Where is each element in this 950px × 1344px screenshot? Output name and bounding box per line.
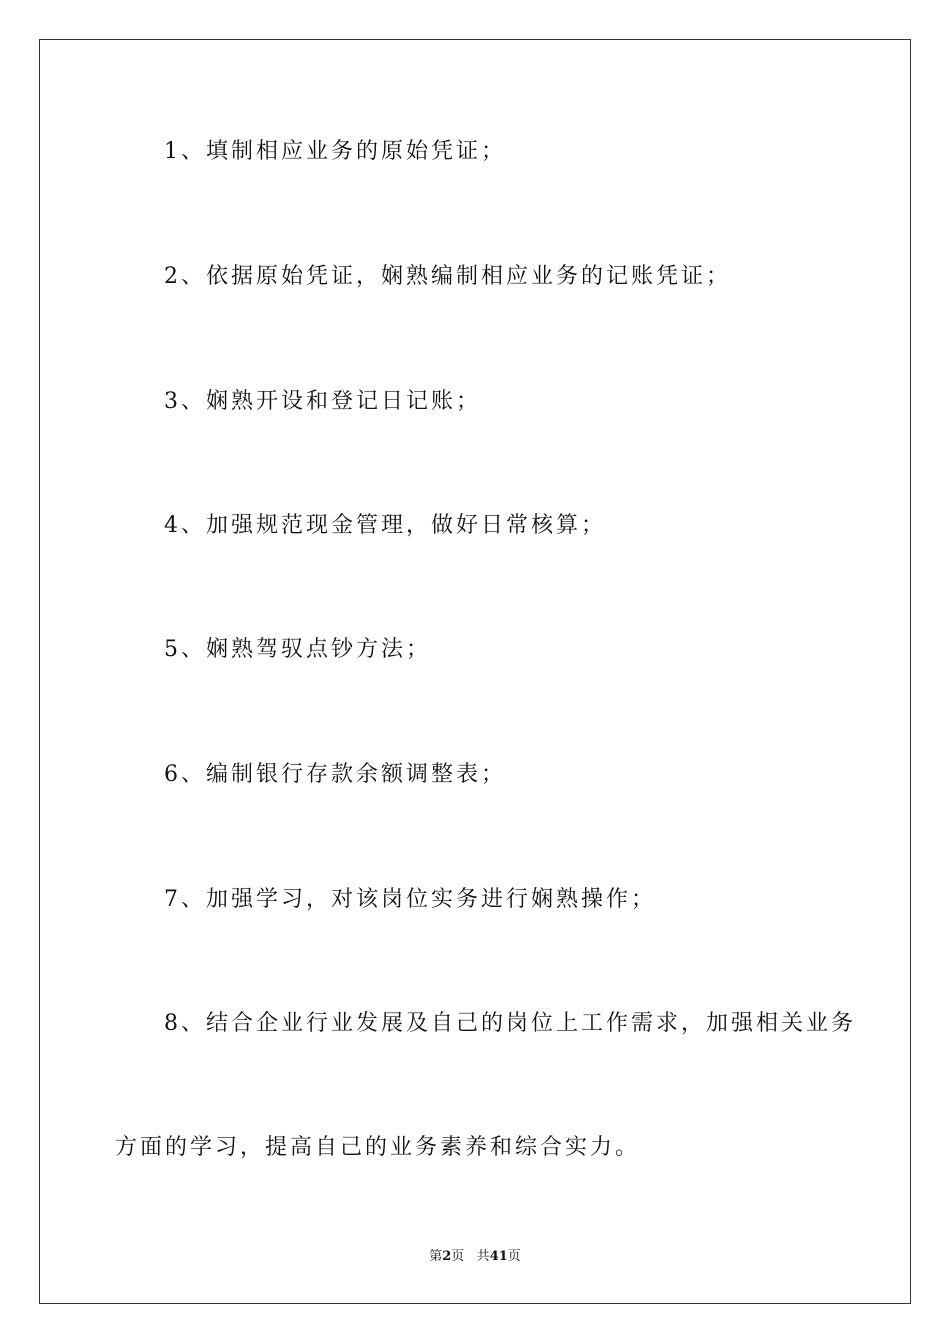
- footer-page-number: 2: [442, 1249, 452, 1264]
- footer-total-pages: 41: [489, 1249, 508, 1264]
- list-item-6: 6、编制银行存款余额调整表；: [164, 762, 506, 787]
- list-item-4: 4、加强规范现金管理，做好日常核算；: [164, 513, 606, 538]
- footer-total-suffix: 页: [507, 1249, 521, 1264]
- list-item-7: 7、加强学习，对该岗位实务进行娴熟操作；: [164, 887, 656, 912]
- list-item-8-continuation: 方面的学习，提高自己的业务素养和综合实力。: [115, 1135, 641, 1160]
- footer-prefix: 第: [429, 1249, 443, 1264]
- footer-total-prefix: 共: [476, 1249, 490, 1264]
- list-item-2: 2、依据原始凭证，娴熟编制相应业务的记账凭证；: [164, 264, 731, 289]
- list-item-5: 5、娴熟驾驭点钞方法；: [164, 637, 431, 662]
- list-item-3: 3、娴熟开设和登记日记账；: [164, 389, 481, 414]
- footer-page-suffix: 页: [451, 1249, 465, 1264]
- page-frame: [39, 39, 911, 1304]
- list-item-8: 8、结合企业行业发展及自己的岗位上工作需求，加强相关业务: [164, 1011, 856, 1036]
- page-footer: [40, 1248, 910, 1266]
- list-item-1: 1、填制相应业务的原始凭证；: [164, 139, 506, 164]
